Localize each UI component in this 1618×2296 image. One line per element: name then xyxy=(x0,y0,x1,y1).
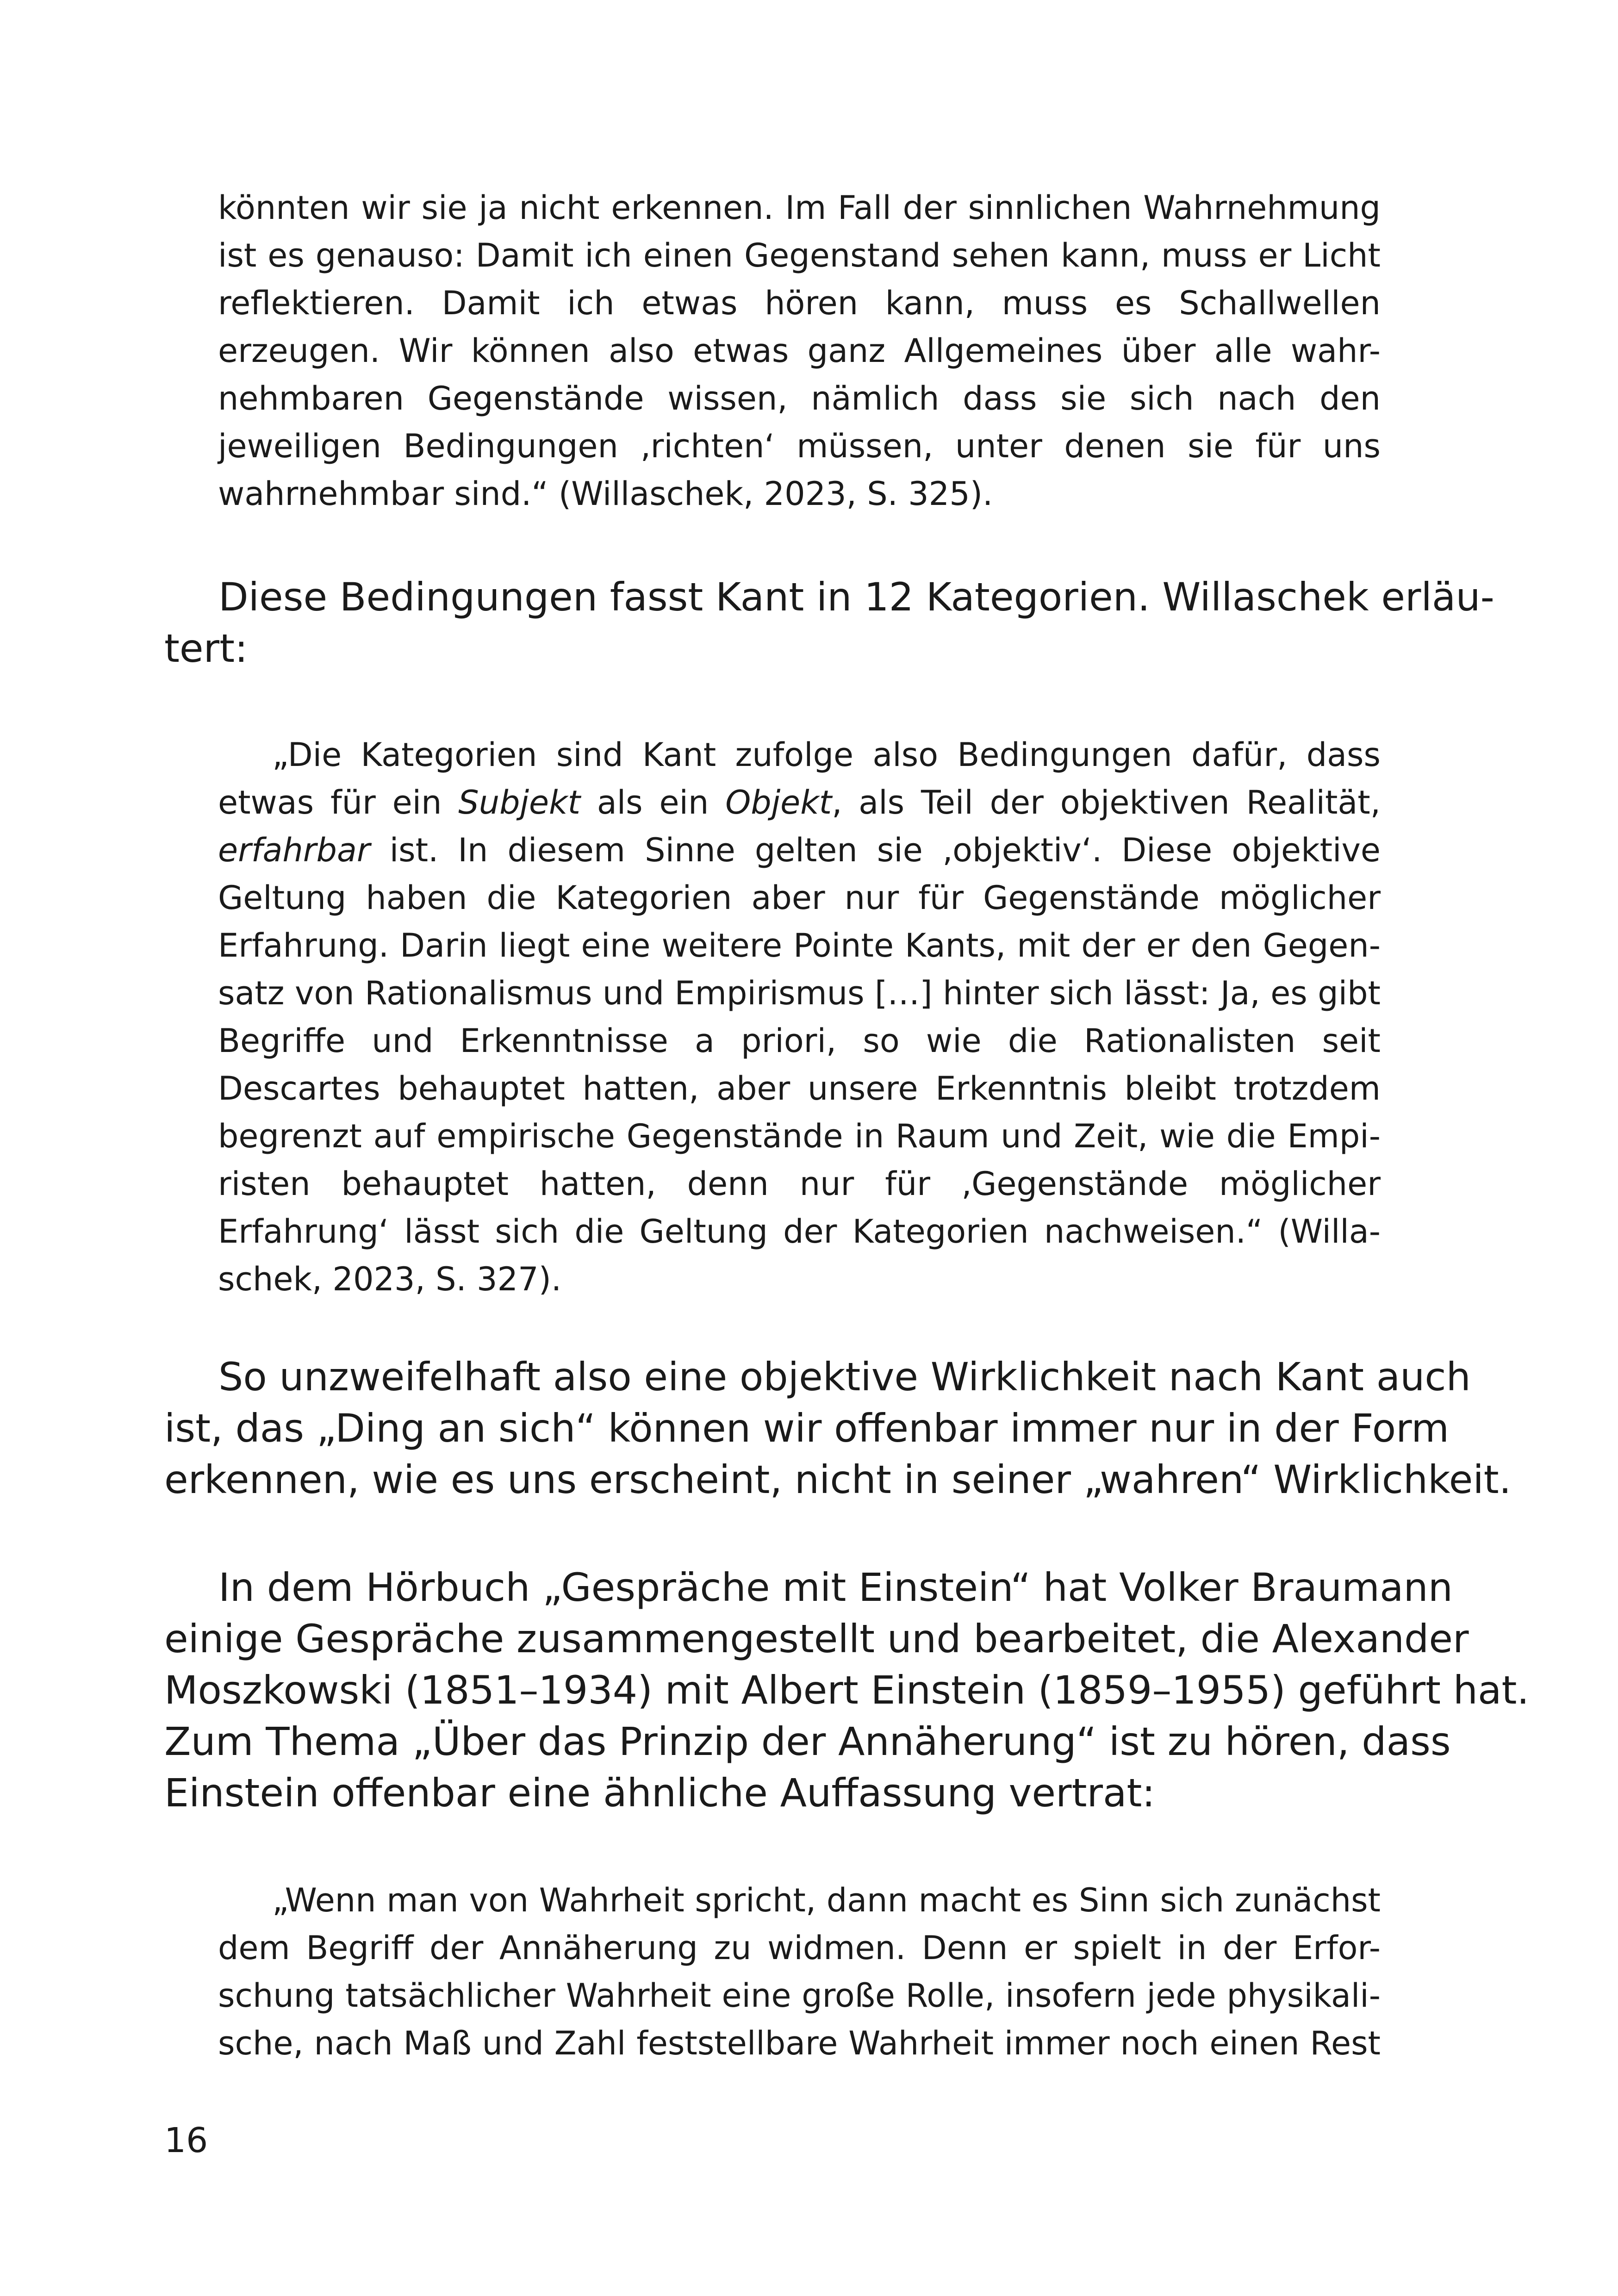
quote-text: ist. In diesem Sinne gelten sie ‚objektiv‘. Diese objektive xyxy=(370,831,1381,869)
block-quote-einstein xyxy=(218,1877,1381,2067)
quote-line: Erfahrung. Darin liegt eine weitere Pointe Kants, mit der er den Gegen- xyxy=(218,927,1381,964)
emphasis-subjekt: Subjekt xyxy=(458,784,581,821)
paragraph-line: erkennen, wie es uns erscheint, nicht in seiner „wahren“ Wirklichkeit. xyxy=(164,1457,1512,1502)
quote-line: Descartes behauptet hatten, aber unsere Erkenntnis bleibt trotzdem xyxy=(218,1070,1381,1108)
quote-line: schek, 2023, S. 327). xyxy=(218,1260,562,1298)
quote-line xyxy=(218,779,1381,827)
quote-line: jeweiligen Bedingungen ‚richten‘ müssen, unter denen sie für uns xyxy=(218,427,1381,465)
paragraph-line: Einstein offenbar eine ähnliche Auffassung vertrat: xyxy=(164,1770,1155,1816)
quote-line: nehmbaren Gegenstände wissen, nämlich dass sie sich nach den xyxy=(218,380,1381,417)
quote-line: erzeugen. Wir können also etwas ganz Allgemeines über alle wahr- xyxy=(218,332,1381,370)
quote-line: „Wenn man von Wahrheit spricht, dann macht es Sinn sich zunächst xyxy=(272,1881,1381,1919)
quote-line: dem Begriff der Annäherung zu widmen. Denn er spielt in der Erfor- xyxy=(218,1929,1381,1967)
quote-line: Begriffe und Erkenntnisse a priori, so wie die Rationalisten seit xyxy=(218,1022,1381,1060)
emphasis-erfahrbar: erfahrbar xyxy=(218,831,370,869)
body-paragraph xyxy=(164,1562,1530,1819)
paragraph-line: Moszkowski (1851–1934) mit Albert Einstein (1859–1955) geführt hat. xyxy=(164,1668,1530,1713)
quote-line: satz von Rationalismus und Empirismus […] hinter sich lässt: Ja, es gibt xyxy=(218,974,1381,1012)
paragraph-line: Diese Bedingungen fasst Kant in 12 Kategorien. Willaschek erläu- xyxy=(218,574,1494,620)
quote-line: reflektieren. Damit ich etwas hören kann, muss es Schallwellen xyxy=(218,284,1381,322)
paragraph-line: einige Gespräche zusammengestellt und bearbeitet, die Alexander xyxy=(164,1616,1469,1661)
quote-text: als ein xyxy=(580,784,726,821)
emphasis-objekt: Objekt xyxy=(725,784,832,821)
paragraph-line: Zum Thema „Über das Prinzip der Annäherung“ ist zu hören, dass xyxy=(164,1719,1451,1764)
quote-line: wahrnehmbar sind.“ (Willaschek, 2023, S. 325). xyxy=(218,475,993,513)
quote-line: begrenzt auf empirische Gegenstände in Raum und Zeit, wie die Empi- xyxy=(218,1117,1381,1155)
quote-line: schung tatsächlicher Wahrheit eine große Rolle, insofern jede physikali- xyxy=(218,1977,1381,2015)
quote-line: Geltung haben die Kategorien aber nur für Gegenstände möglicher xyxy=(218,879,1381,917)
block-quote-willaschek-325 xyxy=(218,184,1381,518)
block-quote-willaschek-327 xyxy=(218,731,1381,1303)
quote-line: könnten wir sie ja nicht erkennen. Im Fall der sinnlichen Wahrnehmung xyxy=(218,189,1381,227)
quote-text: , als Teil der objektiven Realität, xyxy=(832,784,1381,821)
quote-line: „Die Kategorien sind Kant zufolge also Bedingungen dafür, dass xyxy=(272,736,1381,774)
quote-line: risten behauptet hatten, denn nur für ‚Gegenstände möglicher xyxy=(218,1165,1381,1203)
quote-line: Erfahrung‘ lässt sich die Geltung der Kategorien nachweisen.“ (Willa- xyxy=(218,1213,1381,1251)
paragraph-line: ist, das „Ding an sich“ können wir offenbar immer nur in der Form xyxy=(164,1406,1450,1451)
quote-text: etwas für ein xyxy=(218,784,459,821)
quote-line: sche, nach Maß und Zahl feststellbare Wahrheit immer noch einen Rest xyxy=(218,2024,1381,2062)
paragraph-line: So unzweifelhaft also eine objektive Wirklichkeit nach Kant auch xyxy=(218,1354,1471,1400)
page-number: 16 xyxy=(164,2121,208,2160)
body-paragraph xyxy=(164,1351,1512,1506)
quote-line: ist es genauso: Damit ich einen Gegenstand sehen kann, muss er Licht xyxy=(218,236,1381,274)
paragraph-line: tert: xyxy=(164,626,248,671)
quote-line xyxy=(218,827,1381,874)
body-paragraph xyxy=(164,572,1494,674)
paragraph-line: In dem Hörbuch „Gespräche mit Einstein“ hat Volker Braumann xyxy=(218,1565,1453,1610)
